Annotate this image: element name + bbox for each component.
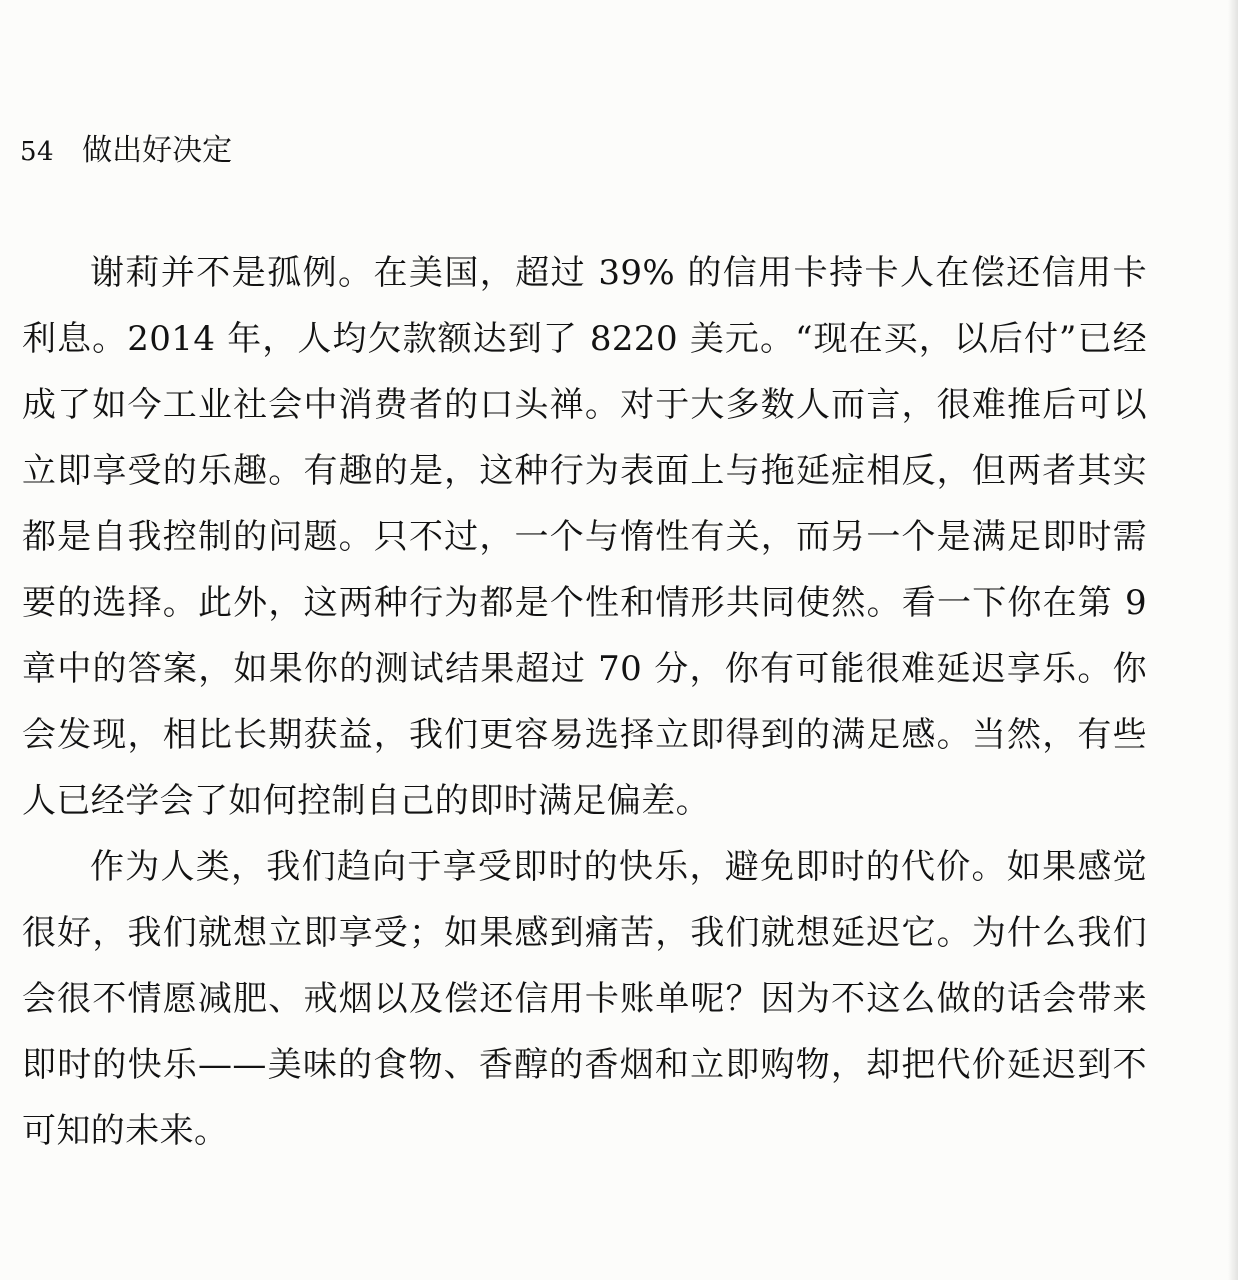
page-edge-shadow <box>1228 0 1238 1280</box>
paragraph-1: 谢莉并不是孤例。在美国，超过 39% 的信用卡持卡人在偿还信用卡利息。2014 年，人均欠款额达到了 8220 美元。“现在买，以后付”已经成了如今工业社会中消费者的口头禅。对于大多数人而言，很难推后可以立即享受的乐趣。有趣的是，这种行为表面上与拖延症相反，但两者其实都是自我控制的问题。只不过，一个与惰性有关，而另一个是满足即时需要的选择。此外，这两种行为都是个性和情形共同使然。看一下你在第 9 章中的答案，如果你的测试结果超过 70 分，你有可能很难延迟享乐。你会发现，相比长期获益，我们更容易选择立即得到的满足感。当然，有些人已经学会了如何控制自己的即时满足偏差。 <box>22 253 1147 821</box>
paragraph-2: 作为人类，我们趋向于享受即时的快乐，避免即时的代价。如果感觉很好，我们就想立即享受；如果感到痛苦，我们就想延迟它。为什么我们会很不情愿减肥、戒烟以及偿还信用卡账单呢？因为不这么做的话会带来即时的快乐——美味的食物、香醇的香烟和立即购物，却把代价延迟到不可知的未来。 <box>22 847 1147 1151</box>
running-header <box>20 125 233 168</box>
body-text <box>22 240 1147 1164</box>
book-title: 做出好决定 <box>82 133 233 168</box>
page-number: 54 <box>20 137 55 167</box>
